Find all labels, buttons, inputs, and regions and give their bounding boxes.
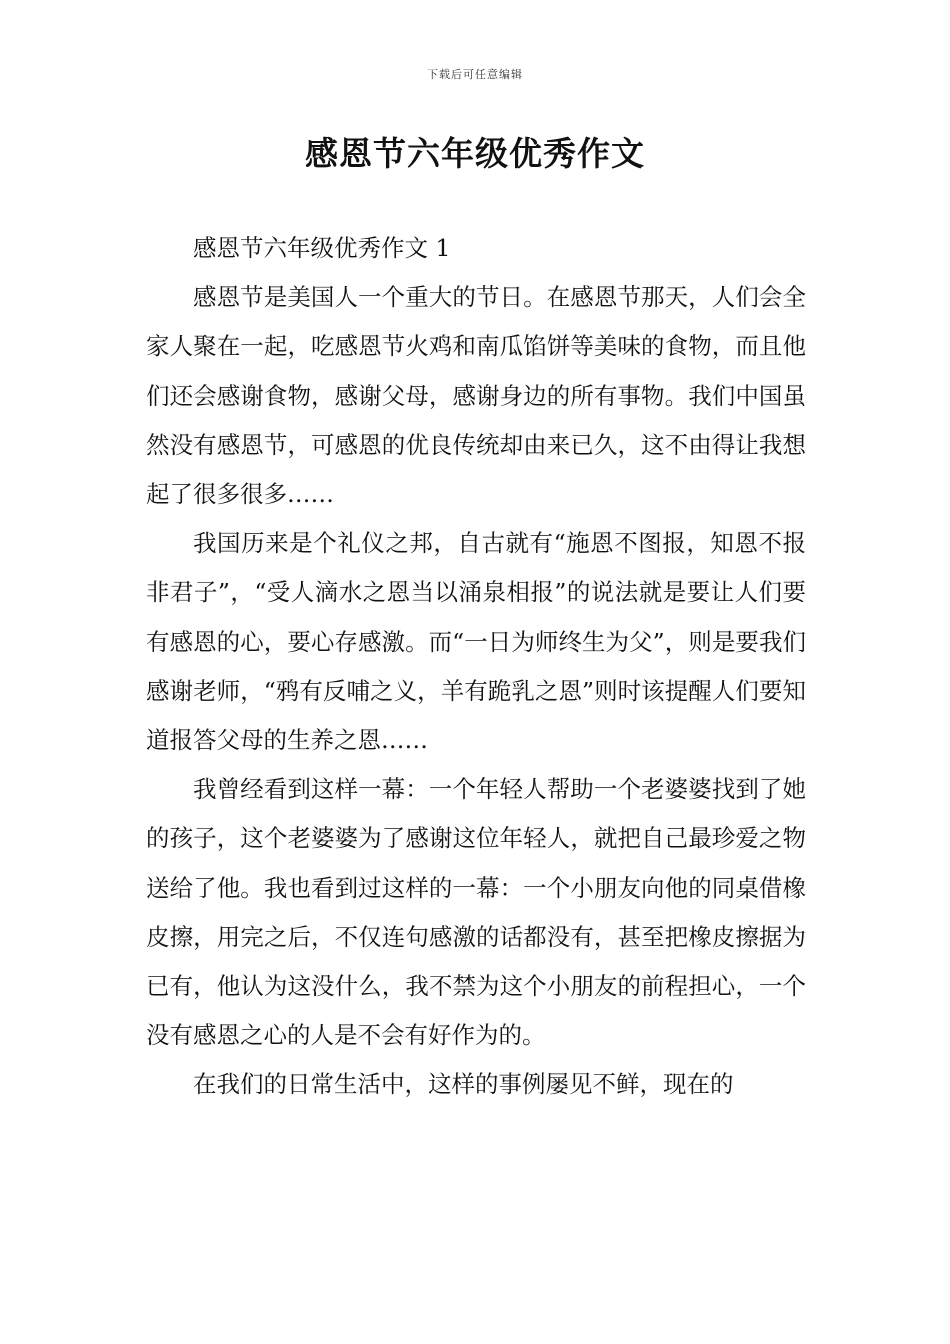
paragraph-4: 在我们的日常生活中，这样的事例屡见不鲜，现在的 bbox=[193, 1070, 734, 1099]
page-header-note: 下载后可任意编辑 bbox=[427, 68, 523, 81]
paragraph-1: 感恩节是美国人一个重大的节日。在感恩节那天，人们会全家人聚在一起，吃感恩节火鸡和南瓜馅饼等美味的食物，而且他们还会感谢食物，感谢父母，感谢身边的所有事物。我们中国虽然没有感恩节，可感恩的优良传统却由来已久，这不由得让我想起了很多很多…… bbox=[146, 283, 806, 509]
document-title: 感恩节六年级优秀作文 bbox=[305, 134, 645, 173]
paragraph-3: 我曾经看到这样一幕：一个年轻人帮助一个老婆婆找到了她的孩子，这个老婆婆为了感谢这位年轻人，就把自己最珍爱之物送给了他。我也看到过这样的一幕：一个小朋友向他的同桌借橡皮擦，用完之后，不仅连句感激的话都没有，甚至把橡皮擦据为已有，他认为这没什么，我不禁为这个小朋友的前程担心，一个没有感恩之心的人是不会有好作为的。 bbox=[146, 775, 806, 1050]
document-body bbox=[146, 224, 806, 1110]
section-subheading: 感恩节六年级优秀作文 1 bbox=[193, 234, 451, 262]
paragraph-2: 我国历来是个礼仪之邦，自古就有“施恩不图报，知恩不报非君子”，“受人滴水之恩当以涌泉相报”的说法就是要让人们要有感恩的心，要心存感激。而“一日为师终生为父”，则是要我们感谢老师，“鸦有反哺之义，羊有跪乳之恩”则时该提醒人们要知道报答父母的生养之恩…… bbox=[146, 529, 806, 755]
